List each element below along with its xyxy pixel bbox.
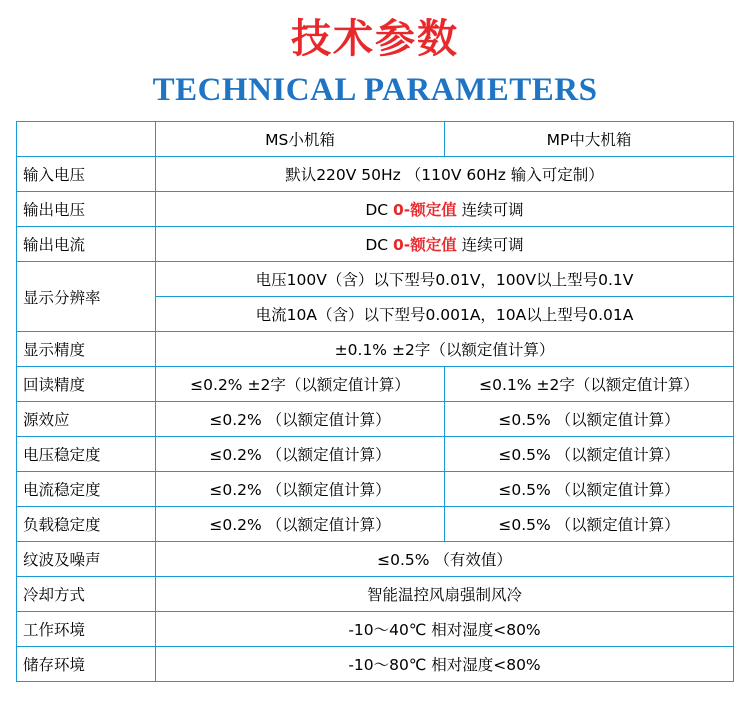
table-row xyxy=(17,402,734,437)
specifications-table xyxy=(16,121,734,682)
row-label-source-effect: 源效应 xyxy=(17,402,156,437)
row-value-readback-accuracy-ms: ≤0.2% ±2字（以额定值计算） xyxy=(156,367,445,402)
row-label-output-current: 输出电流 xyxy=(17,227,156,262)
table-row xyxy=(17,262,734,297)
row-label-ripple-noise: 纹波及噪声 xyxy=(17,542,156,577)
row-value-source-effect-mp: ≤0.5% （以额定值计算） xyxy=(445,402,734,437)
table-row xyxy=(17,472,734,507)
output-voltage-highlight: 0-额定值 xyxy=(393,201,457,219)
row-label-storage-environment: 储存环境 xyxy=(17,647,156,682)
row-value-display-accuracy: ±0.1% ±2字（以额定值计算） xyxy=(156,332,734,367)
technical-parameters-page xyxy=(0,16,750,728)
output-current-suffix: 连续可调 xyxy=(456,236,524,254)
row-label-cooling-method: 冷却方式 xyxy=(17,577,156,612)
row-value-display-resolution-current: 电流10A（含）以下型号0.001A，10A以上型号0.01A xyxy=(156,297,734,332)
table-row xyxy=(17,577,734,612)
row-value-ripple-noise: ≤0.5% （有效值） xyxy=(156,542,734,577)
row-value-readback-accuracy-mp: ≤0.1% ±2字（以额定值计算） xyxy=(445,367,734,402)
row-label-voltage-stability: 电压稳定度 xyxy=(17,437,156,472)
output-voltage-suffix: 连续可调 xyxy=(456,201,524,219)
row-value-cooling-method: 智能温控风扇强制风冷 xyxy=(156,577,734,612)
row-label-display-accuracy: 显示精度 xyxy=(17,332,156,367)
row-value-storage-environment: -10～80℃ 相对湿度<80% xyxy=(156,647,734,682)
row-value-load-stability-mp: ≤0.5% （以额定值计算） xyxy=(445,507,734,542)
table-row xyxy=(17,542,734,577)
table-row xyxy=(17,367,734,402)
table-row xyxy=(17,647,734,682)
row-value-operating-environment: -10～40℃ 相对湿度<80% xyxy=(156,612,734,647)
output-current-prefix: DC xyxy=(365,236,394,254)
header-ms-small-chassis: MS小机箱 xyxy=(156,122,445,157)
output-voltage-prefix: DC xyxy=(365,201,394,219)
table-row xyxy=(17,332,734,367)
row-value-voltage-stability-ms: ≤0.2% （以额定值计算） xyxy=(156,437,445,472)
table-row xyxy=(17,227,734,262)
row-value-current-stability-mp: ≤0.5% （以额定值计算） xyxy=(445,472,734,507)
row-label-input-voltage: 输入电压 xyxy=(17,157,156,192)
table-row xyxy=(17,507,734,542)
row-value-output-current xyxy=(156,227,734,262)
row-label-operating-environment: 工作环境 xyxy=(17,612,156,647)
row-value-voltage-stability-mp: ≤0.5% （以额定值计算） xyxy=(445,437,734,472)
row-value-output-voltage xyxy=(156,192,734,227)
table-row xyxy=(17,192,734,227)
row-value-source-effect-ms: ≤0.2% （以额定值计算） xyxy=(156,402,445,437)
row-label-load-stability: 负载稳定度 xyxy=(17,507,156,542)
row-label-display-resolution: 显示分辨率 xyxy=(17,262,156,332)
row-label-readback-accuracy: 回读精度 xyxy=(17,367,156,402)
header-blank-cell xyxy=(17,122,156,157)
output-current-highlight: 0-额定值 xyxy=(393,236,457,254)
row-label-current-stability: 电流稳定度 xyxy=(17,472,156,507)
row-value-input-voltage: 默认220V 50Hz （110V 60Hz 输入可定制） xyxy=(156,157,734,192)
table-row xyxy=(17,612,734,647)
row-label-output-voltage: 输出电压 xyxy=(17,192,156,227)
row-value-load-stability-ms: ≤0.2% （以额定值计算） xyxy=(156,507,445,542)
table-header-row xyxy=(17,122,734,157)
table-row xyxy=(17,437,734,472)
page-title-chinese: 技术参数 xyxy=(291,16,459,62)
header-mp-medium-large-chassis: MP中大机箱 xyxy=(445,122,734,157)
row-value-current-stability-ms: ≤0.2% （以额定值计算） xyxy=(156,472,445,507)
table-row xyxy=(17,157,734,192)
page-title-english: TECHNICAL PARAMETERS xyxy=(152,72,598,108)
row-value-display-resolution-voltage: 电压100V（含）以下型号0.01V，100V以上型号0.1V xyxy=(156,262,734,297)
